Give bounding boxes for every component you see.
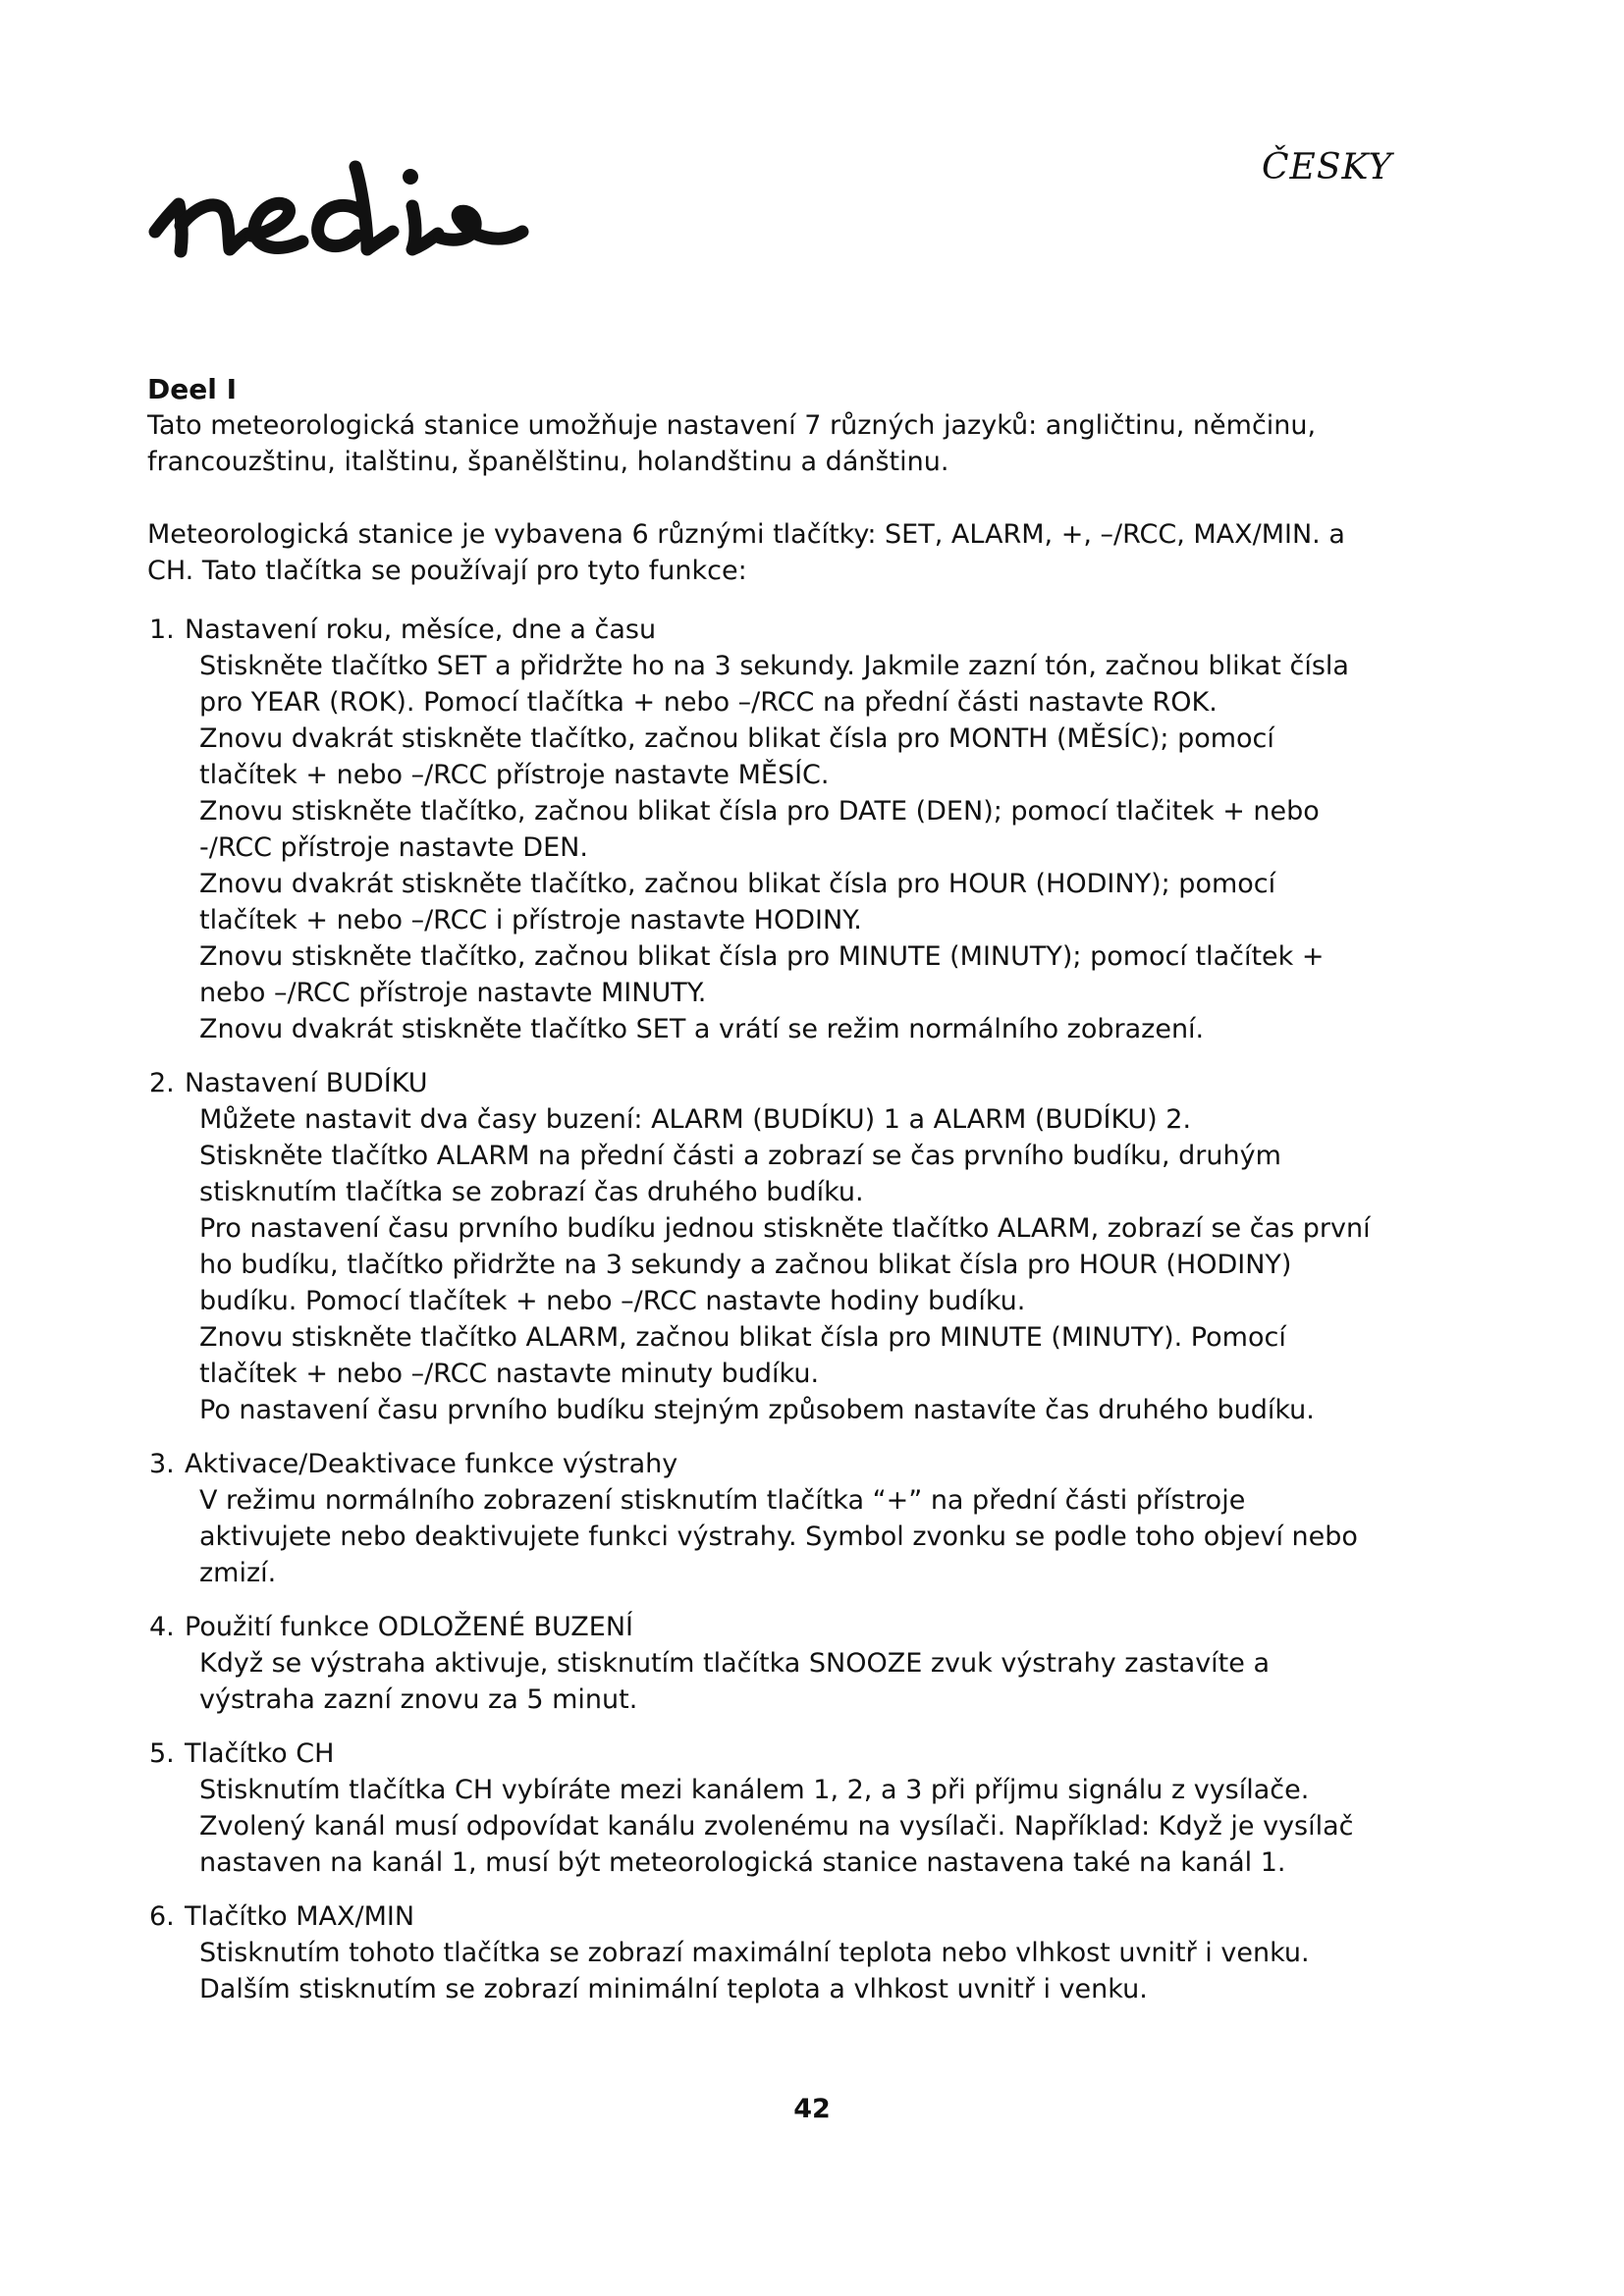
list-item-alarm [147, 1065, 1375, 1428]
list-item-snooze [147, 1609, 1375, 1718]
step-number: 2. [149, 1068, 175, 1098]
list-item-alarm-toggle [147, 1446, 1375, 1591]
step-line: Když se výstraha aktivuje, stisknutím tlačítka SNOOZE zvuk výstrahy zastavíte a výstraha zazní znovu za 5 minut. [199, 1648, 1270, 1715]
step-number: 4. [149, 1612, 175, 1642]
step-number: 3. [149, 1449, 175, 1479]
step-line: Stisknutím tohoto tlačítka se zobrazí maximální teplota nebo vlhkost uvnitř i venku. [199, 1938, 1310, 1968]
list-item-channel [147, 1735, 1375, 1881]
step-number: 1. [149, 614, 175, 645]
step-line: Dalším stisknutím se zobrazí minimální teplota a vlhkost uvnitř i venku. [199, 1974, 1148, 2004]
step-number: 5. [149, 1738, 175, 1769]
step-line: Stisknutím tlačítka CH vybíráte mezi kanálem 1, 2, a 3 při příjmu signálu z vysílače. [199, 1775, 1310, 1805]
step-line: Stiskněte tlačítko SET a přidržte ho na 3 sekundy. Jakmile zazní tón, začnou blikat čísla pro YEAR (ROK). Pomocí tlačítka + nebo –/RCC na přední části nastavte ROK. [199, 651, 1349, 718]
step-title: Aktivace/Deaktivace funkce výstrahy [185, 1449, 678, 1479]
step-title: Použití funkce ODLOŽENÉ BUZENÍ [185, 1612, 633, 1642]
step-number: 6. [149, 1901, 175, 1932]
section-heading: Deel I [147, 373, 237, 405]
list-item-max-min [147, 1898, 1375, 2007]
list-item-date-time [147, 612, 1375, 1047]
step-line: Po nastavení času prvního budíku stejným způsobem nastavíte čas druhého budíku. [199, 1395, 1315, 1425]
instruction-list [147, 612, 1375, 2007]
step-title: Tlačítko CH [185, 1738, 335, 1769]
page-number: 42 [793, 2094, 831, 2124]
step-line: Pro nastavení času prvního budíku jednou stiskněte tlačítko ALARM, zobrazí se čas první ho budíku, tlačítko přidržte na 3 sekundy a začnou blikat čísla pro HOUR (HODINY) budíku. Pomocí tlačítek + nebo –/RCC nastavte hodiny budíku. [199, 1213, 1371, 1316]
language-label: ČESKY [1262, 147, 1393, 187]
intro-paragraph-languages: Tato meteorologická stanice umožňuje nastavení 7 různých jazyků: angličtinu, němčinu, francouzštinu, italštinu, španělštinu, holandštinu a dánštinu. [147, 410, 1317, 477]
brand-logo [145, 147, 577, 265]
intro-paragraph-buttons: Meteorologická stanice je vybavena 6 různými tlačítky: SET, ALARM, +, –/RCC, MAX/MIN. a CH. Tato tlačítka se používají pro tyto funkce: [147, 519, 1345, 586]
step-line: Znovu stiskněte tlačítko, začnou blikat čísla pro DATE (DEN); pomocí tlačitek + nebo -/RCC přístroje nastavte DEN. [199, 796, 1320, 863]
step-title: Nastavení roku, měsíce, dne a času [185, 614, 657, 645]
step-line: Můžete nastavit dva časy buzení: ALARM (BUDÍKU) 1 a ALARM (BUDÍKU) 2. [199, 1104, 1192, 1135]
document-body [147, 371, 1375, 2025]
step-line: V režimu normálního zobrazení stisknutím tlačítka “+” na přední části přístroje aktivujete nebo deaktivujete funkci výstrahy. Symbol zvonku se podle toho objeví nebo zmizí. [199, 1485, 1358, 1588]
step-line: Znovu stiskněte tlačítko ALARM, začnou blikat čísla pro MINUTE (MINUTY). Pomocí tlačítek + nebo –/RCC nastavte minuty budíku. [199, 1322, 1286, 1389]
step-line: Znovu dvakrát stiskněte tlačítko, začnou blikat čísla pro MONTH (MĚSÍC); pomocí tlačítek + nebo –/RCC přístroje nastavte MĚSÍC. [199, 723, 1274, 790]
step-line: Stiskněte tlačítko ALARM na přední části a zobrazí se čas prvního budíku, druhým stisknutím tlačítka se zobrazí čas druhého budíku. [199, 1141, 1281, 1207]
step-title: Nastavení BUDÍKU [185, 1068, 428, 1098]
step-title: Tlačítko MAX/MIN [185, 1901, 415, 1932]
step-line: Znovu dvakrát stiskněte tlačítko SET a vrátí se režim normálního zobrazení. [199, 1014, 1205, 1044]
step-line: Zvolený kanál musí odpovídat kanálu zvolenému na vysílači. Například: Když je vysílač nastaven na kanál 1, musí být meteorologická stanice nastavena také na kanál 1. [199, 1811, 1354, 1878]
step-line: Znovu stiskněte tlačítko, začnou blikat čísla pro MINUTE (MINUTY); pomocí tlačítek + nebo –/RCC přístroje nastavte MINUTY. [199, 941, 1325, 1008]
step-line: Znovu dvakrát stiskněte tlačítko, začnou blikat čísla pro HOUR (HODINY); pomocí tlačítek + nebo –/RCC i přístroje nastavte HODINY. [199, 869, 1276, 935]
